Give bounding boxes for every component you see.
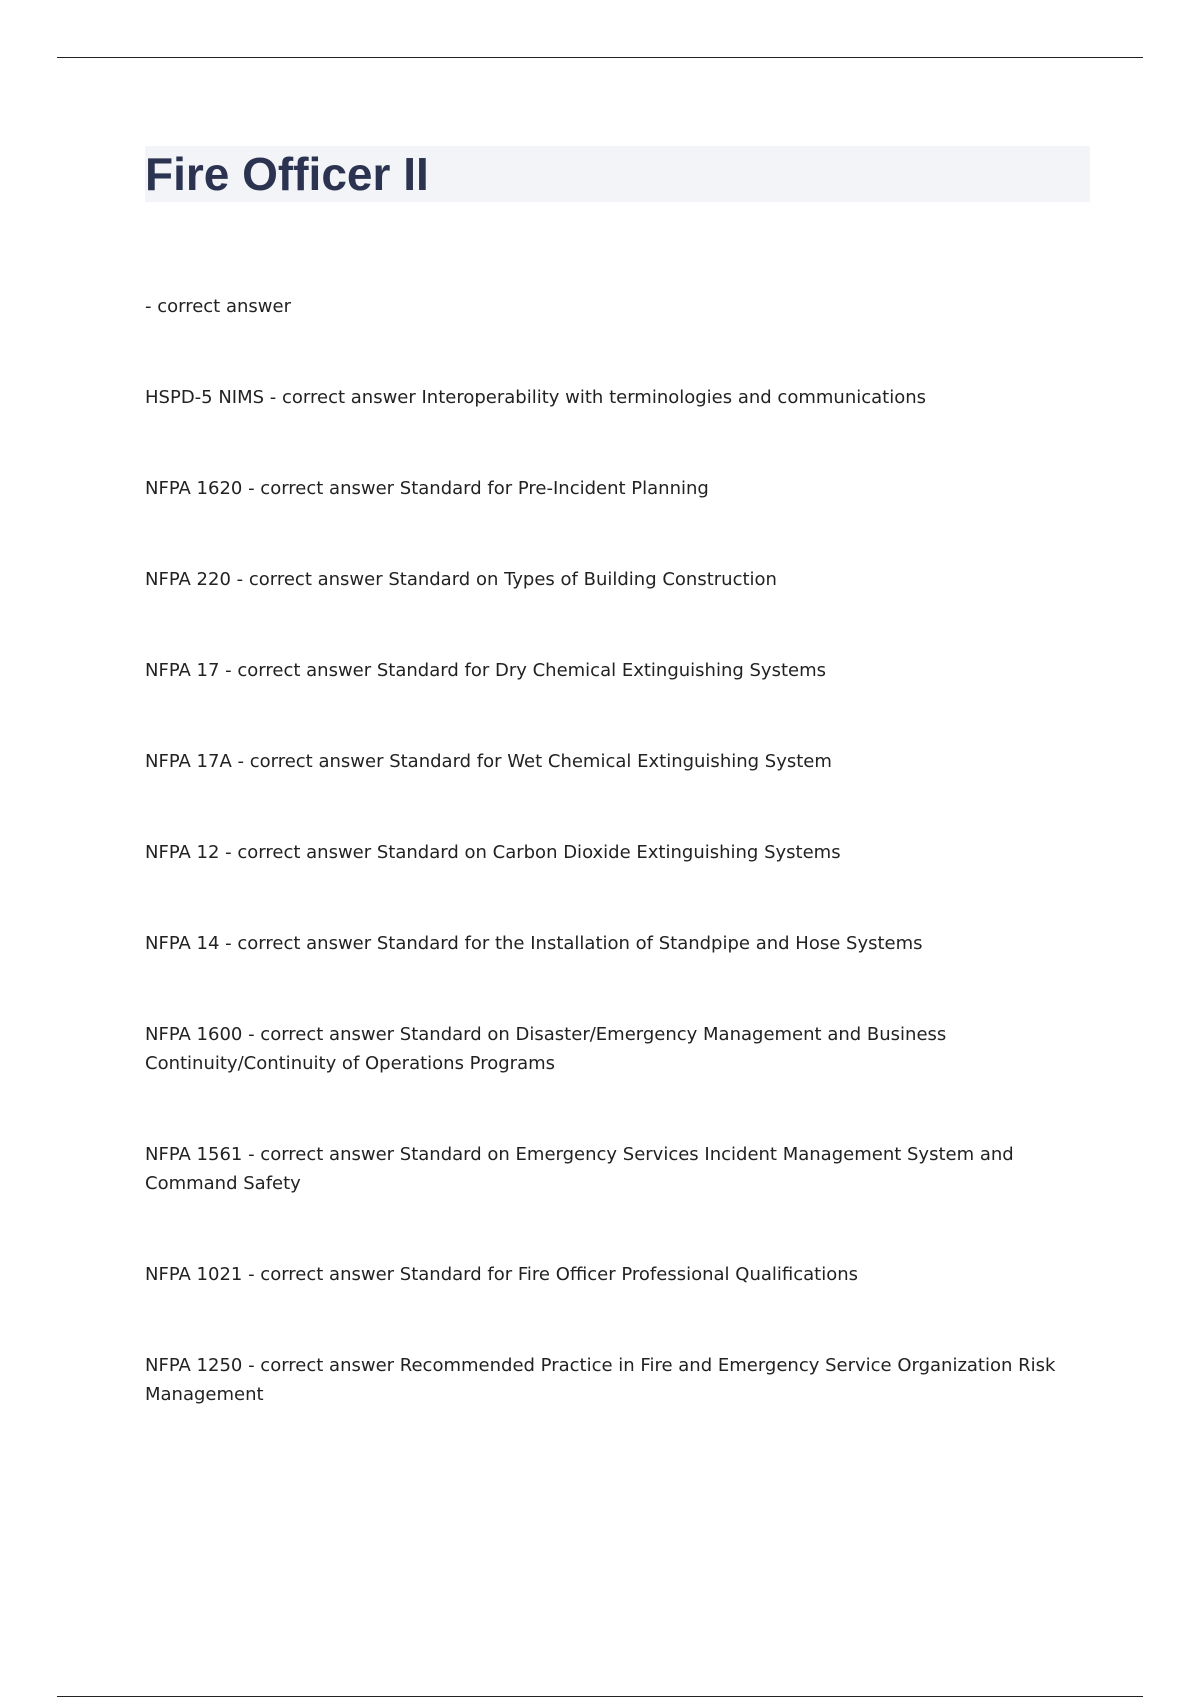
qa-item-nfpa-17: NFPA 17 - correct answer Standard for Dry Chemical Extinguishing Systems: [145, 660, 827, 681]
qa-item-nfpa-1250: NFPA 1250 - correct answer Recommended Practice in Fire and Emergency Service Organization Risk Management: [145, 1355, 1056, 1405]
qa-item-nfpa-12: NFPA 12 - correct answer Standard on Carbon Dioxide Extinguishing Systems: [145, 842, 841, 863]
qa-item-nfpa-14: NFPA 14 - correct answer Standard for the Installation of Standpipe and Hose Systems: [145, 933, 923, 954]
qa-item-nfpa-1620: NFPA 1620 - correct answer Standard for Pre-Incident Planning: [145, 478, 709, 499]
qa-item-nfpa-220: NFPA 220 - correct answer Standard on Types of Building Construction: [145, 569, 777, 590]
qa-item-blank: - correct answer: [145, 296, 291, 317]
qa-item-nfpa-1561: NFPA 1561 - correct answer Standard on Emergency Services Incident Management System and Command Safety: [145, 1144, 1014, 1194]
bottom-rule: [57, 1696, 1143, 1697]
top-rule: [57, 57, 1143, 58]
qa-item-hspd-5: HSPD-5 NIMS - correct answer Interoperability with terminologies and communications: [145, 387, 927, 408]
qa-item-nfpa-17a: NFPA 17A - correct answer Standard for Wet Chemical Extinguishing System: [145, 751, 832, 772]
qa-list: [145, 292, 1075, 1471]
qa-item-nfpa-1600: NFPA 1600 - correct answer Standard on Disaster/Emergency Management and Business Continuity/Continuity of Operations Programs: [145, 1024, 947, 1074]
qa-item-nfpa-1021: NFPA 1021 - correct answer Standard for Fire Officer Professional Qualifications: [145, 1264, 859, 1285]
document-title: Fire Officer II: [145, 148, 429, 200]
